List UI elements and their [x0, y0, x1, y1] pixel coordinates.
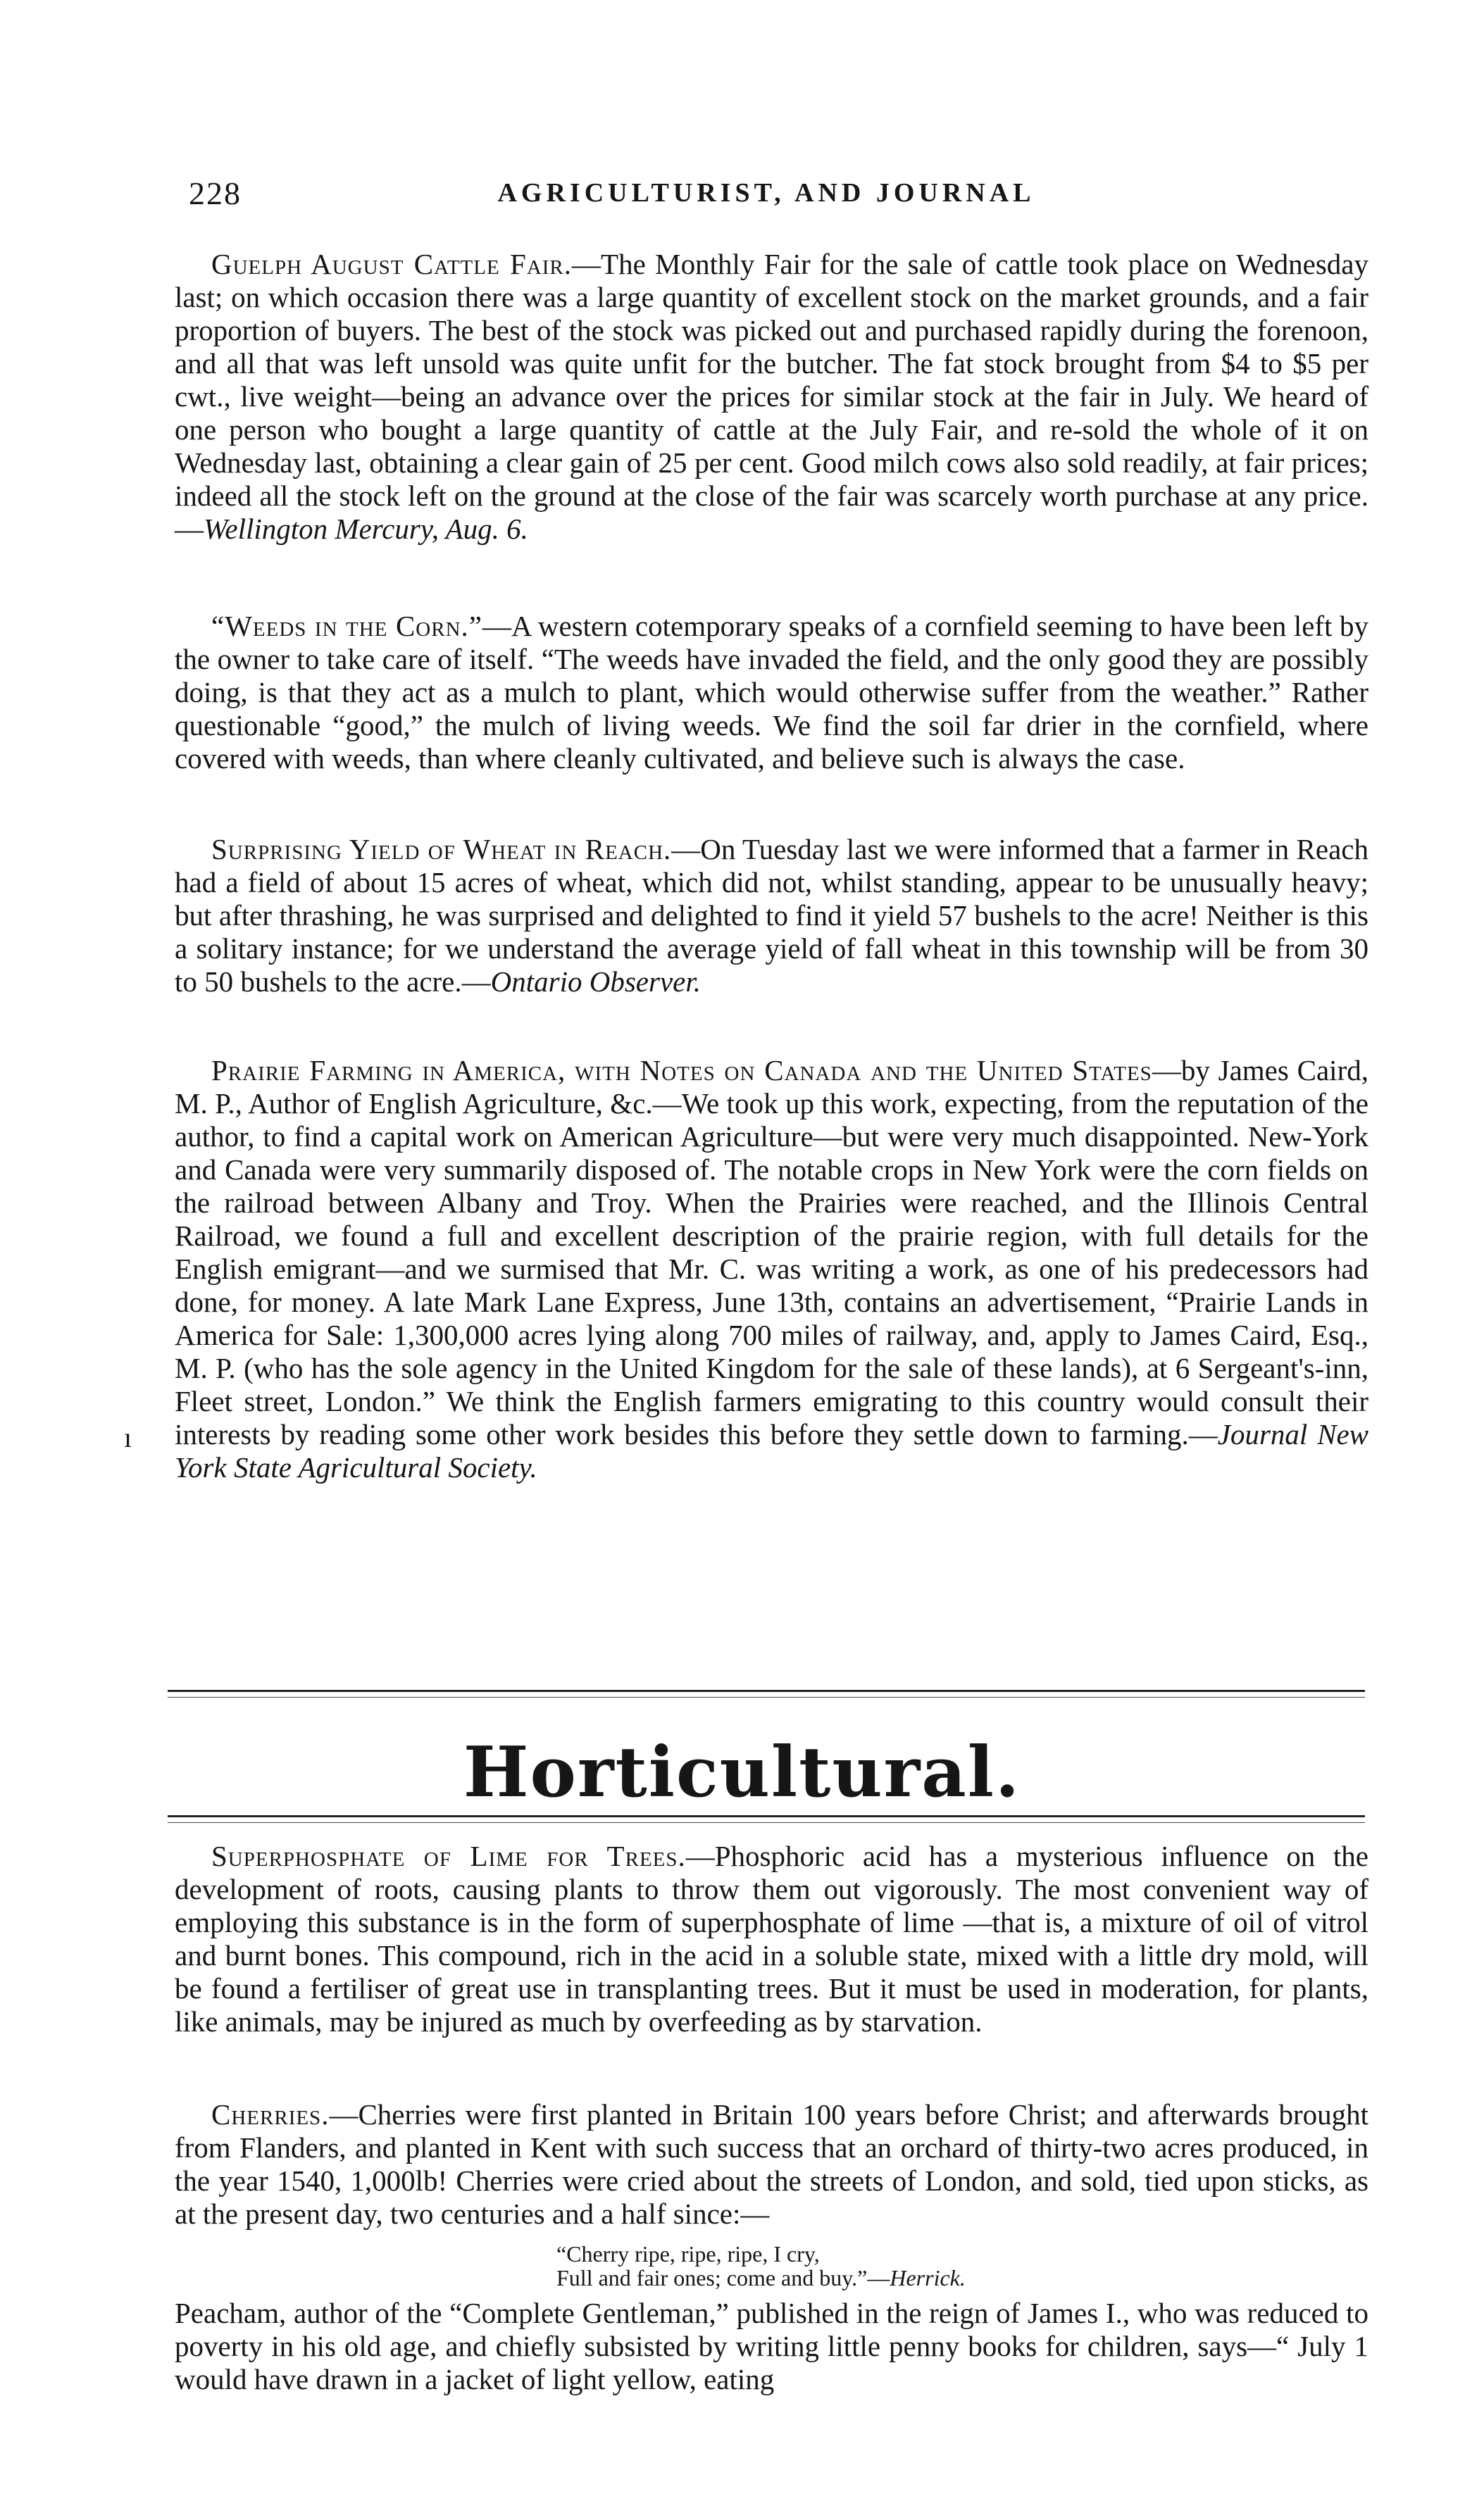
verse-attribution: Herrick. — [890, 2265, 966, 2290]
article-source: Ontario Observer. — [490, 965, 701, 998]
verse-line — [556, 2266, 1331, 2290]
article-cherries — [175, 2098, 1368, 2231]
article-paragraph — [175, 1840, 1368, 2038]
verse-quotation — [556, 2242, 1331, 2290]
page-header — [161, 175, 1372, 217]
verse-line-text: Full and fair ones; come and buy.”— — [556, 2265, 890, 2290]
article-lead: “Weeds in the Corn.” — [211, 610, 482, 642]
article-body: —The Monthly Fair for the sale of cattle took place on Wednesday last; on which occasion there was a large quantity of excellent stock on the market grounds, and a fair proportion of buyers. The best of the stock was picked out and purchased rapidly during the forenoon, and all that was left unsold was quite unfit for the butcher. The fat stock brought from $4 to $5 per cwt., live weight—being an advance over the prices for similar stock at the fair in July. We heard of one person who bought a large quantity of cattle at the July Fair, and re-sold the whole of it on Wednesday last, obtaining a clear gain of 25 per cent. Good milch cows also sold readily, at fair prices; indeed all the stock left on the ground at the close of the fair was scarcely worth purchase at any price.— — [175, 248, 1368, 545]
article-lead: Cherries. — [211, 2098, 330, 2131]
article-peacham — [175, 2297, 1368, 2396]
running-head: AGRICULTURIST, AND JOURNAL — [497, 178, 1035, 208]
article-lead: Guelph August Cattle Fair. — [211, 248, 573, 280]
article-paragraph — [175, 610, 1368, 775]
article-body: —A western cotemporary speaks of a cornfield seeming to have been left by the owner to take care of itself. “The weeds have invaded the field, and the only good they are possibly doing, is that they act as a mulch to plant, which would otherwise suffer from the weather.” Rather questionable “good,” the mulch of living weeds. We find the soil far drier in the cornfield, where covered with weeds, than where cleanly cultivated, and believe such is always the case. — [175, 610, 1369, 775]
article-lead: Superphosphate of Lime for Trees. — [211, 1840, 686, 1872]
article-body: —by James Caird, M. P., Author of English Agriculture, &c.—We took up this work, expecting, from the reputation of the author, to find a capital work on American Agriculture—but were very much disappointed. New-York and Canada were very summarily disposed of. The notable crops in New York were the corn fields on the railroad between Albany and Troy. When the Prairies were reached, and the Illinois Central Railroad, we found a full and excellent description of the prairie region, with full details for the English emigrant—and we surmised that Mr. C. was writing a work, as one of his predecessors had done, for money. A late Mark Lane Express, June 13th, contains an advertisement, “Prairie Lands in America for Sale: 1,300,000 acres lying along 700 miles of railway, and, apply to James Caird, Esq., M. P. (who has the sole agency in the United Kingdom for the sale of these lands), at 6 Sergeant's-inn, Fleet street, London.” We think the English farmers emigrating to this country would consult their interests by reading some other work besides this before they settle down to farming.— — [175, 1054, 1368, 1450]
article-wheat-yield — [175, 833, 1368, 998]
article-paragraph — [175, 833, 1368, 998]
article-source: Journal New York State Agricultural Society. — [175, 1418, 1368, 1484]
article-superphosphate — [175, 1840, 1368, 2038]
article-lead: Surprising Yield of Wheat in Reach. — [211, 833, 672, 865]
article-body: —On Tuesday last we were informed that a farmer in Reach had a field of about 15 acres of wheat, which did not, whilst standing, appear to be unusually heavy; but after thrashing, he was surprised and delighted to find it yield 57 bushels to the acre! Neither is this a solitary instance; for we understand the average yield of fall wheat in this township will be from 30 to 50 bushels to the acre.— — [175, 833, 1368, 998]
page-number: 228 — [189, 175, 242, 211]
article-weeds-in-corn — [175, 610, 1368, 775]
section-rule-bottom — [168, 1815, 1365, 1823]
article-paragraph — [175, 2098, 1368, 2231]
article-guelph-cattle-fair — [175, 248, 1368, 546]
verse-line: “Cherry ripe, ripe, ripe, I cry, — [556, 2241, 820, 2267]
article-prairie-farming — [175, 1054, 1368, 1484]
article-paragraph — [175, 1054, 1368, 1484]
margin-mark: ı — [124, 1422, 132, 1453]
article-paragraph — [175, 248, 1368, 546]
section-rule-top — [168, 1690, 1365, 1698]
article-lead: Prairie Farming in America, with Notes on Canada and the United States — [211, 1054, 1152, 1086]
article-paragraph: Peacham, author of the “Complete Gentleman,” published in the reign of James I., who was reduced to poverty in his old age, and chiefly subsisted by writing little penny books for children, says—“ July 1 would have drawn in a jacket of light yellow, eating — [175, 2297, 1368, 2395]
article-body: —Cherries were first planted in Britain 100 years before Christ; and afterwards brought from Flanders, and planted in Kent with such success that an orchard of thirty-two acres produced, in the year 1540, 1,000lb! Cherries were cried about the streets of London, and sold, tied upon sticks, as at the present day, two centuries and a half since:— — [175, 2098, 1368, 2230]
section-title: Horticultural. — [463, 1732, 1021, 1813]
article-source: Wellington Mercury, Aug. 6. — [204, 513, 528, 545]
article-body: —Phosphoric acid has a mysterious influence on the development of roots, causing plants to throw them out vigorously. The most convenient way of employing this substance is in the form of superphosphate of lime —that is, a mixture of oil of vitrol and burnt bones. This compound, rich in the acid in a soluble state, mixed with a little dry mold, will be found a fertiliser of great use in transplanting trees. But it must be used in moderation, for plants, like animals, may be injured as much by overfeeding as by starvation. — [175, 1840, 1368, 2038]
